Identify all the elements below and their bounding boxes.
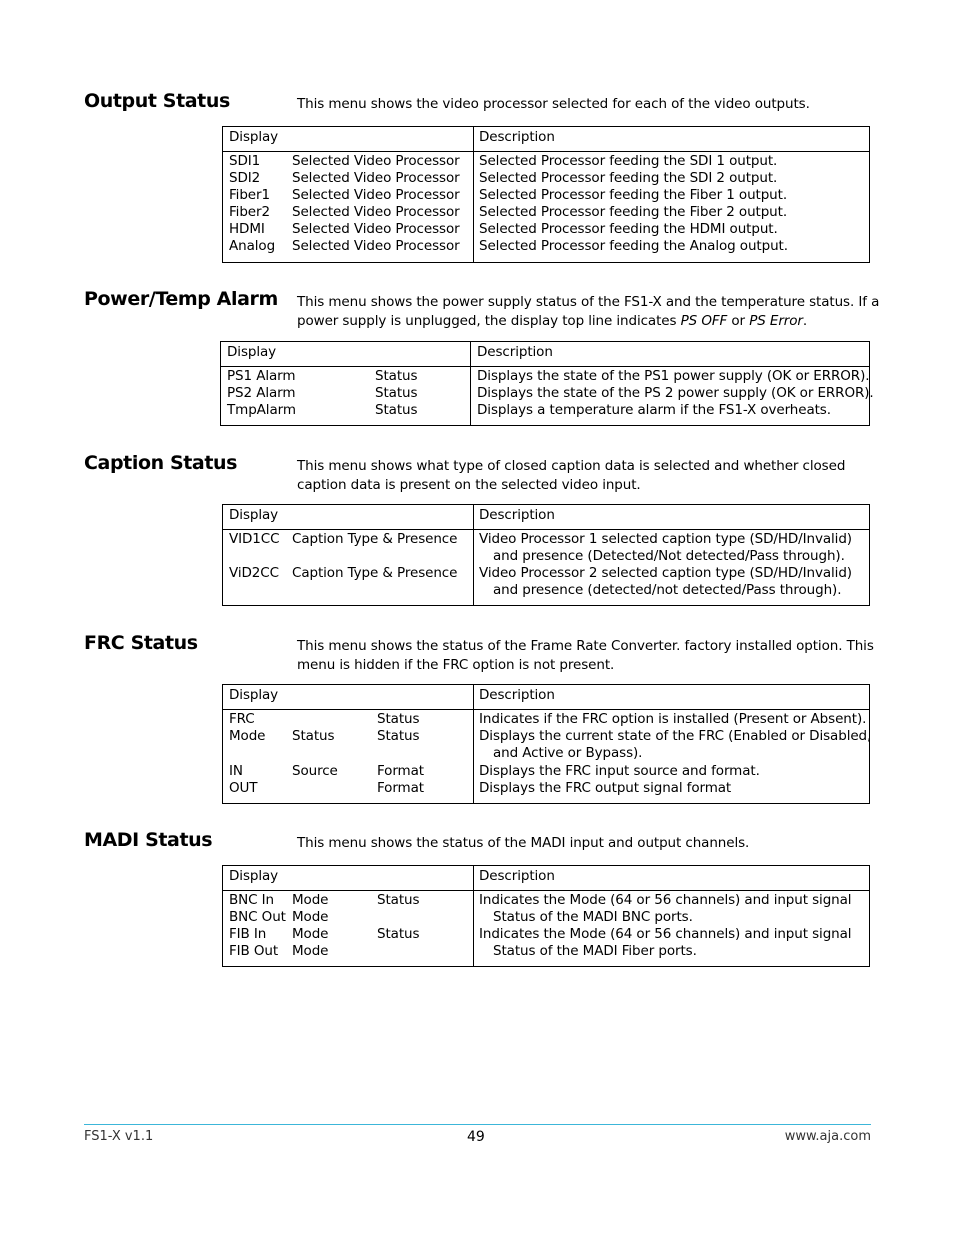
table-cell: and Active or Bypass).: [493, 745, 643, 761]
output-status-table: [222, 126, 870, 263]
table-cell: Selected Video Processor: [292, 153, 460, 169]
table-cell: Mode: [292, 943, 329, 959]
table-cell: Status of the MADI BNC ports.: [493, 909, 693, 925]
table-cell: Video Processor 2 selected caption type (SD/HD/Invalid): [479, 565, 852, 581]
table-cell: Status of the MADI Fiber ports.: [493, 943, 697, 959]
section-title-caption-status: Caption Status: [84, 452, 238, 474]
table-cell: Selected Video Processor: [292, 221, 460, 237]
table-cell: Status: [377, 728, 420, 744]
table-cell: Selected Processor feeding the SDI 1 output.: [479, 153, 778, 169]
description-line: [297, 312, 879, 331]
table-cell: Selected Video Processor: [292, 170, 460, 186]
table-header-display: Display: [229, 868, 279, 884]
table-cell: Displays the state of the PS1 power supply (OK or ERROR).: [477, 368, 870, 384]
table-cell: BNC In: [229, 892, 275, 908]
table-cell: Mode: [292, 909, 329, 925]
table-cell: Selected Video Processor: [292, 187, 460, 203]
description-text: .: [802, 312, 808, 329]
table-cell: Displays the current state of the FRC (Enabled or Disabled,: [479, 728, 872, 744]
table-cell: Caption Type & Presence: [292, 531, 458, 547]
section-description-frc-status: [297, 637, 874, 674]
table-cell: Indicates if the FRC option is installed (Present or Absent).: [479, 711, 867, 727]
table-cell: ViD2CC: [229, 565, 279, 581]
table-cell: Mode: [229, 728, 266, 744]
footer-website: www.aja.com: [784, 1129, 871, 1144]
table-cell: Fiber1: [229, 187, 270, 203]
table-cell: Status: [377, 926, 420, 942]
section-title-power-temp-alarm: Power/Temp Alarm: [84, 288, 278, 310]
table-header-description: Description: [479, 129, 555, 145]
table-cell: TmpAlarm: [227, 402, 296, 418]
section-description-caption-status: [297, 457, 845, 494]
table-cell: Displays the FRC output signal format: [479, 780, 732, 796]
table-header-description: Description: [479, 687, 555, 703]
table-cell: SDI2: [229, 170, 261, 186]
table-cell: Indicates the Mode (64 or 56 channels) and input signal: [479, 926, 852, 942]
description-line: menu is hidden if the FRC option is not present.: [297, 656, 615, 673]
table-cell: FIB Out: [229, 943, 279, 959]
table-cell: Status: [375, 402, 418, 418]
table-cell: FIB In: [229, 926, 267, 942]
table-cell: Displays the state of the PS 2 power supply (OK or ERROR).: [477, 385, 874, 401]
caption-status-table: [222, 504, 870, 606]
frc-status-table: [222, 684, 870, 804]
table-cell: Displays a temperature alarm if the FS1-X overheats.: [477, 402, 831, 418]
table-header-display: Display: [229, 129, 279, 145]
table-cell: Selected Video Processor: [292, 238, 460, 254]
table-cell: Fiber2: [229, 204, 270, 220]
table-cell: OUT: [229, 780, 258, 796]
description-text: or: [727, 312, 750, 329]
power-temp-alarm-table: [220, 341, 874, 426]
table-cell: Selected Processor feeding the HDMI output.: [479, 221, 778, 237]
table-cell: FRC: [229, 711, 255, 727]
table-cell: PS2 Alarm: [227, 385, 296, 401]
table-cell: Status: [292, 728, 335, 744]
table-header-description: Description: [477, 344, 553, 360]
description-line: This menu shows what type of closed caption data is selected and whether closed: [297, 458, 846, 474]
section-title-output-status: Output Status: [84, 90, 230, 112]
table-header-description: Description: [479, 507, 555, 523]
table-cell: VID1CC: [229, 531, 280, 547]
footer-rule: [84, 1124, 871, 1125]
table-cell: Caption Type & Presence: [292, 565, 458, 581]
table-cell: Mode: [292, 892, 329, 908]
table-cell: SDI1: [229, 153, 261, 169]
table-cell: IN: [229, 763, 243, 779]
section-description-power-temp-alarm: [297, 293, 879, 330]
table-cell: Format: [377, 763, 424, 779]
description-line: This menu shows the status of the Frame Rate Converter. factory installed option. This: [297, 638, 874, 654]
table-header-display: Display: [227, 344, 277, 360]
section-description-madi-status: This menu shows the status of the MADI input and output channels.: [297, 835, 750, 851]
table-header-display: Display: [229, 507, 279, 523]
table-cell: Format: [377, 780, 424, 796]
table-header-display: Display: [229, 687, 279, 703]
table-cell: BNC Out: [229, 909, 286, 925]
description-line: caption data is present on the selected video input.: [297, 476, 641, 493]
table-cell: Selected Processor feeding the Analog output.: [479, 238, 788, 254]
table-cell: Selected Processor feeding the Fiber 2 output.: [479, 204, 788, 220]
section-description-output-status: This menu shows the video processor selected for each of the video outputs.: [297, 96, 810, 112]
description-line: This menu shows the power supply status of the FS1-X and the temperature status. If a: [297, 294, 880, 310]
table-cell: Selected Video Processor: [292, 204, 460, 220]
footer-document-version: FS1-X v1.1: [84, 1129, 154, 1144]
madi-status-table: [222, 865, 870, 967]
description-italic: PS Error: [749, 312, 803, 329]
description-text: power supply is unplugged, the display top line indicates: [297, 312, 681, 329]
table-header-description: Description: [479, 868, 555, 884]
table-cell: Mode: [292, 926, 329, 942]
table-cell: and presence (Detected/Not detected/Pass through).: [493, 548, 845, 564]
section-title-madi-status: MADI Status: [84, 829, 213, 851]
table-cell: Status: [377, 892, 420, 908]
table-cell: Source: [292, 763, 338, 779]
table-cell: Status: [375, 385, 418, 401]
table-cell: Displays the FRC input source and format.: [479, 763, 760, 779]
table-cell: and presence (detected/not detected/Pass through).: [493, 582, 842, 598]
table-cell: Indicates the Mode (64 or 56 channels) and input signal: [479, 892, 852, 908]
table-cell: Status: [375, 368, 418, 384]
description-italic: PS OFF: [680, 312, 728, 329]
table-cell: Selected Processor feeding the SDI 2 output.: [479, 170, 778, 186]
table-cell: Analog: [229, 238, 276, 254]
table-cell: PS1 Alarm: [227, 368, 296, 384]
section-title-frc-status: FRC Status: [84, 632, 198, 654]
footer-page-number: 49: [467, 1129, 485, 1145]
table-cell: Selected Processor feeding the Fiber 1 output.: [479, 187, 788, 203]
table-cell: Status: [377, 711, 420, 727]
table-cell: Video Processor 1 selected caption type (SD/HD/Invalid): [479, 531, 852, 547]
table-cell: HDMI: [229, 221, 265, 237]
